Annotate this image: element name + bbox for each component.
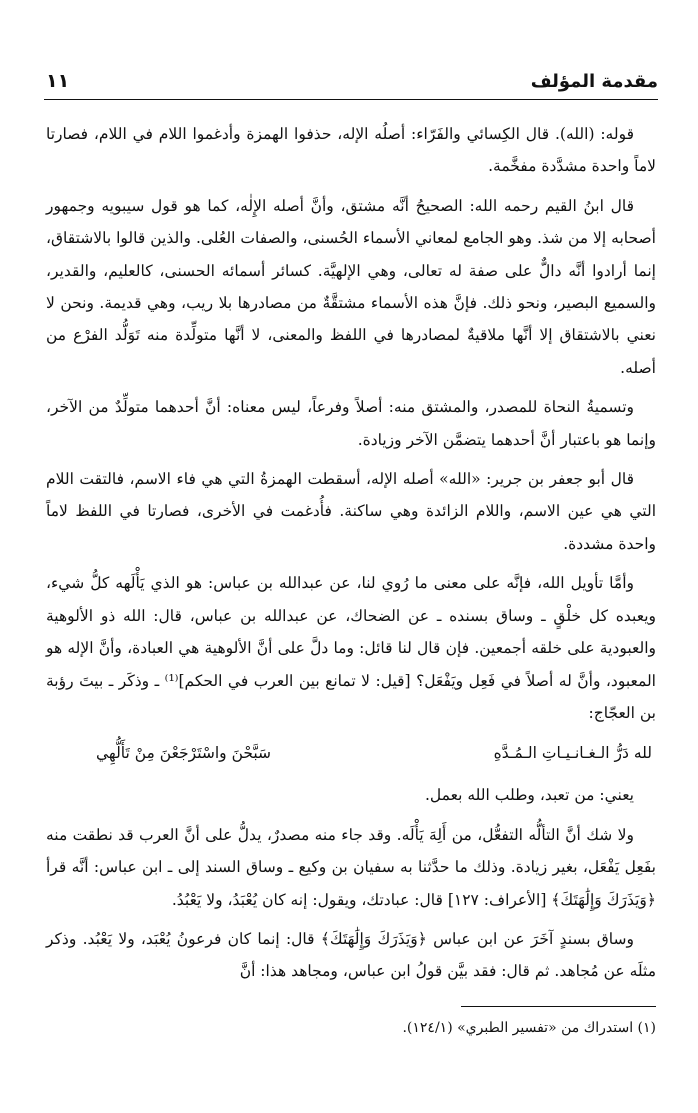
paragraph: قال ابنُ القيم رحمه الله: الصحيحُ أنَّه مشتق، وأنَّ أصله الإِلٰه، كما هو قول سيبويه وجمهور أصحابه إلا من شذ. وهو الجامع لمعاني الأسماء الحُسنى، والصفات العُلى. والذين قالوا بالاشتقاق، إنما أرادوا أنَّه دالٌّ على صفة له تعالى، وهي الإلهيَّة. كسائر أسمائه الحسنى، كالعليم، والقدير، والسميع البصير، ونحو ذلك. فإنَّ هذه الأسماء مشتقَّةٌ من مصادرها بلا ريب، وهي قديمة. ونحن لا نعني بالاشتقاق إلا أنَّها ملاقيةٌ لمصادرها في اللفظ والمعنى، لا أنَّها متولِّدة منه تَوَلُّد الفرْع من أصله. (46, 196, 656, 377)
paragraph: يعني: من تعبد، وطلب الله بعمل. (424, 786, 634, 805)
header-rule (44, 99, 658, 100)
poetry-verse (46, 736, 656, 770)
running-header (46, 62, 658, 92)
verse-first-hemistich: لله دَرُّ الـغـانـيـاتِ الـمُـدَّهِ (493, 744, 652, 763)
paragraph: وتسميةُ النحاة للمصدر، والمشتق منه: أصلاً وفرعاً، ليس معناه: أنَّ أحدهما متولِّدٌ من الآخر، وإنما هو باعتبار أنَّ أحدهما يتضمَّن الآخر وزيادة. (46, 398, 656, 449)
paragraph: ولا شك أنَّ التألُّه التفعُّل، من أَلِهَ يَأْلَه. وقد جاء منه مصدرٌ، يدلُّ على أنَّ العرب قد نطقت منه بفَعِل يَفْعَل، بغير زيادة. وذلك ما حدَّثنا به سفيان بن وكيع ـ وساق السند إلى ـ ابن عباس: أنَّه قرأ ﴿وَيَذَرَكَ وَإِلَٰهَتَكَ﴾ [الأعراف: ١٢٧] قال: عبادتك، ويقول: إنه كان يُعْبَدُ، ولا يَعْبُدُ. (46, 825, 656, 909)
footnote: (١) استدراك من «تفسير الطبري» (١٢٤/١). (402, 1020, 656, 1036)
verse-second-hemistich: سَبَّحْنَ واسْتَرْجَعْنَ مِنْ تَأَلُّهِي (96, 744, 272, 763)
paragraph: قوله: (الله). قال الكِسائي والفَرّاء: أصلُه الإله، حذفوا الهمزة وأدغموا اللام في اللام، فصارتا لاماً واحدة مشدَّدة مفخَّمة. (46, 125, 656, 176)
paragraph: وساق بسندٍ آخَرَ عن ابن عباس ﴿وَيَذَرَكَ وَإِلَٰهَتَكَ﴾ قال: إنما كان فرعونُ يُعْبَد، ولا يَعْبُد. وذكر مثلَه عن مُجاهد. ثم قال: فقد بيَّن قولُ ابن عباس، ومجاهد هذا: أنَّ (46, 929, 656, 981)
body-text (46, 118, 656, 995)
paragraph: وأمَّا تأويل الله، فإنَّه على معنى ما رُوي لنا، عن عبدالله بن عباس: هو الذي يَأْلَهه كلُّ شيء، ويعبده كل خلْقٍ ـ وساق بسنده ـ عن الضحاك، عن عبدالله بن عباس، قال: الله ذو الألوهية والعبودية على خلقه أجمعين. فإن قال لنا قائل: وما دلَّ على أنَّ الألوهية هي العبادة، وأنَّ الإله هو المعبود، وأنَّ له أصلاً في فَعِل ويَفْعَل؟ [قيل: لا تمانع بين العرب في الحكم]⁽¹⁾ ـ وذكَر ـ بيتَ رؤبة بن العجّاج: (46, 574, 656, 722)
footnote-rule (461, 1006, 656, 1007)
running-title: مقدمة المؤلف (530, 71, 658, 92)
paragraph: قال أبو جعفر بن جرير: «الله» أصله الإله، أسقطت الهمزةُ التي هي فاء الاسم، فالتقت اللام التي هي عين الاسم، واللام الزائدة وهي ساكنة. فأُدغمت في الأخرى، فصارتا في اللفظ لاماً واحدة مشددة. (46, 470, 656, 553)
page-number: ١١ (46, 70, 70, 92)
